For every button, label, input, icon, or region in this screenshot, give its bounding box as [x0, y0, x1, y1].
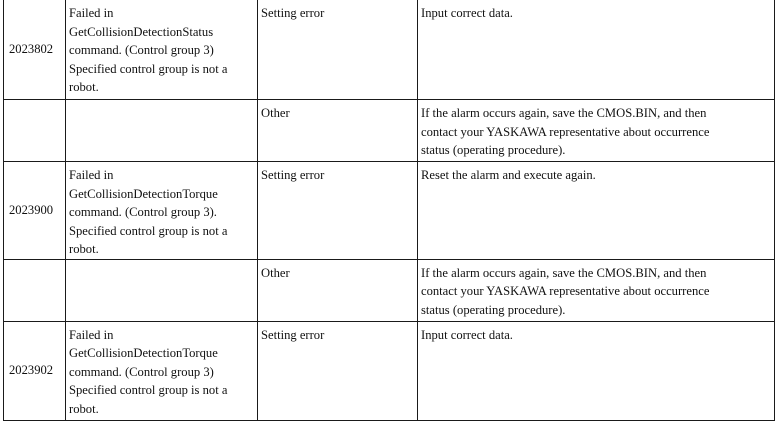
alarm-description-cell [66, 100, 258, 162]
alarm-remedy-cell: Reset the alarm and execute again. [418, 162, 775, 260]
alarm-cause-cell: Setting error [258, 0, 418, 100]
alarm-remedy-cell: If the alarm occurs again, save the CMOS.BIN, and then contact your YASKAWA representative about occurrence status (operating procedure). [418, 259, 775, 321]
alarm-code-cell: 2023902 [4, 321, 66, 420]
alarm-remedy-cell: Input correct data. [418, 321, 775, 420]
alarm-remedy-cell: If the alarm occurs again, save the CMOS.BIN, and then contact your YASKAWA representative about occurrence status (operating procedure). [418, 100, 775, 162]
alarm-code-cell [4, 259, 66, 321]
alarm-description-cell: Failed in GetCollisionDetectionTorque command. (Control group 3) Specified control group is not a robot. [66, 321, 258, 420]
alarm-cause-cell: Other [258, 259, 418, 321]
table-row [4, 0, 775, 100]
alarm-cause-cell: Other [258, 100, 418, 162]
alarm-code-cell: 2023802 [4, 0, 66, 100]
table-row [4, 162, 775, 260]
alarm-description-cell [66, 259, 258, 321]
alarm-cause-cell: Setting error [258, 162, 418, 260]
alarm-code-cell [4, 100, 66, 162]
alarm-cause-cell: Setting error [258, 321, 418, 420]
alarm-code-cell: 2023900 [4, 162, 66, 260]
alarm-remedy-cell: Input correct data. [418, 0, 775, 100]
table-row [4, 259, 775, 321]
alarm-description-cell: Failed in GetCollisionDetectionTorque command. (Control group 3). Specified control group is not a robot. [66, 162, 258, 260]
alarm-description-cell: Failed in GetCollisionDetectionStatus command. (Control group 3) Specified control group is not a robot. [66, 0, 258, 100]
table-row [4, 100, 775, 162]
alarm-table [3, 0, 775, 421]
table-row [4, 321, 775, 420]
